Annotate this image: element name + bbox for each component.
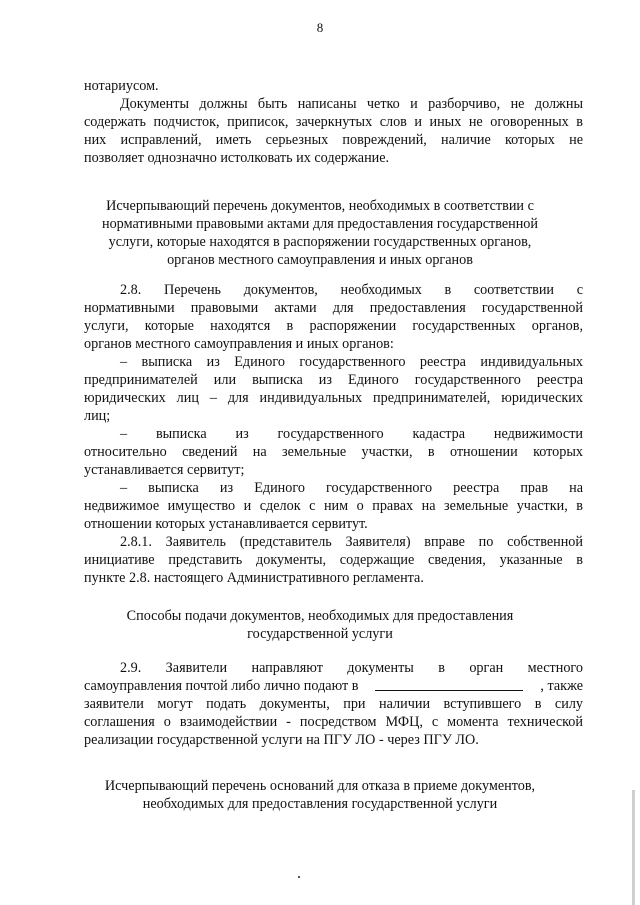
- text-line: реализации государственной услуги на ПГУ ЛО - через ПГУ ЛО.: [84, 732, 479, 748]
- text-line: нотариусом.: [84, 78, 159, 94]
- text-line: содержать подчисток, приписок, зачеркнутых слов и иных не оговоренных в: [84, 114, 583, 130]
- section-heading: органов местного самоуправления и иных органов: [167, 252, 473, 268]
- text-line: позволяет однозначно истолковать их содержание.: [84, 150, 390, 166]
- page-number: 8: [316, 20, 324, 35]
- text-line: нормативными правовыми актами для предоставления государственной: [84, 300, 583, 316]
- list-item: – выписка из Единого государственного реестра прав на: [120, 480, 583, 496]
- list-item: – выписка из государственного кадастра недвижимости: [120, 426, 583, 442]
- text-line: относительно сведений на земельные участки, в отношении которых: [84, 444, 583, 460]
- scan-edge-shadow: [632, 790, 635, 905]
- text-line: 2.9. Заявители направляют документы в орган местного: [120, 660, 583, 676]
- text-line: устанавливается сервитут;: [84, 462, 245, 478]
- text-line: лиц;: [84, 408, 111, 424]
- text-line: предпринимателей или выписка из Единого государственного реестра: [84, 372, 583, 388]
- text-line: услуги, которые находятся в распоряжении государственных органов,: [84, 318, 583, 334]
- text-fragment: , также: [540, 678, 583, 694]
- text-line: 2.8. Перечень документов, необходимых в соответствии с: [120, 282, 583, 298]
- scan-speck: [298, 876, 300, 878]
- text-line: них исправлений, иметь серьезных повреждений, наличие которых не: [84, 132, 583, 148]
- text-line: органов местного самоуправления и иных органов:: [84, 336, 394, 352]
- section-heading: государственной услуги: [247, 626, 393, 642]
- section-heading: нормативными правовыми актами для предоставления государственной: [102, 216, 538, 232]
- section-heading: услуги, которые находятся в распоряжении государственных органов,: [108, 234, 532, 250]
- list-item: – выписка из Единого государственного реестра индивидуальных: [120, 354, 583, 370]
- text-line: инициативе представить документы, содержащие сведения, указанные в: [84, 552, 583, 568]
- text-line: [84, 678, 583, 695]
- section-heading: Исчерпывающий перечень оснований для отказа в приеме документов,: [104, 778, 536, 794]
- section-heading: необходимых для предоставления государственной услуги: [142, 796, 498, 812]
- text-line: заявители могут подать документы, при наличии вступившего в силу: [84, 696, 583, 712]
- section-heading: Способы подачи документов, необходимых для предоставления: [126, 608, 514, 624]
- text-line: юридических лиц – для индивидуальных предпринимателей, юридических: [84, 390, 583, 406]
- text-line: 2.8.1. Заявитель (представитель Заявителя) вправе по собственной: [120, 534, 583, 550]
- text-line: отношении которых устанавливается сервитут.: [84, 516, 368, 532]
- text-fragment: самоуправления почтой либо лично подают в: [84, 678, 359, 694]
- text-line: пункте 2.8. настоящего Административного регламента.: [84, 570, 424, 586]
- section-heading: Исчерпывающий перечень документов, необходимых в соответствии с: [106, 198, 534, 214]
- text-line: соглашения о взаимодействии - посредством МФЦ, с момента технической: [84, 714, 583, 730]
- blank-field-line: [375, 678, 523, 691]
- text-line: недвижимое имущество и сделок с ним о правах на земельные участки, в: [84, 498, 583, 514]
- text-line: Документы должны быть написаны четко и разборчиво, не должны: [120, 96, 583, 112]
